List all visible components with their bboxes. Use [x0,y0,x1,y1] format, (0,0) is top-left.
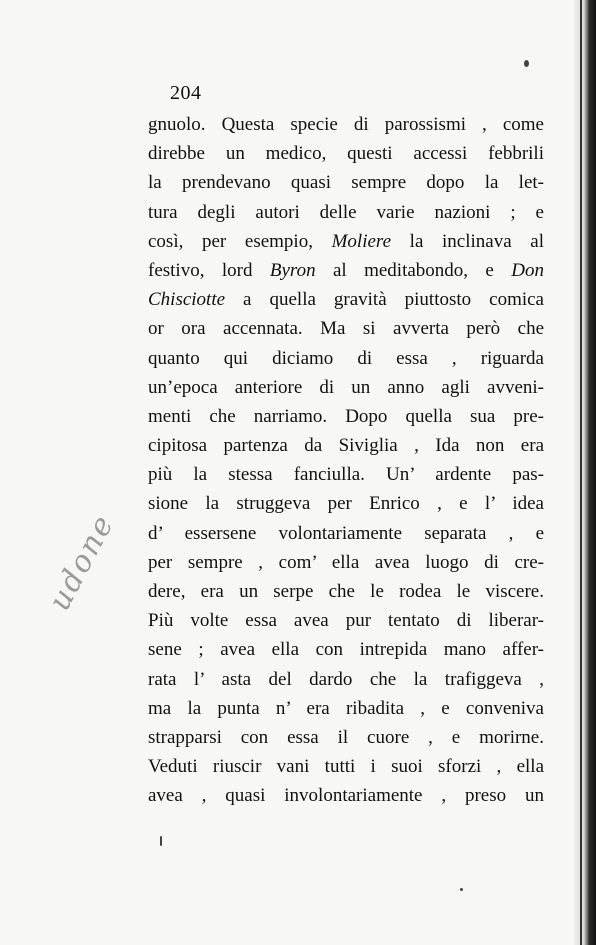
text-line: cipitosa partenza da Siviglia , Ida non era [148,435,544,457]
page-number: 204 [170,82,202,104]
ink-speck [524,60,529,67]
text-line: Più volte essa avea pur tentato di liberar- [148,610,544,632]
italic-name: Chisciotte [148,289,226,311]
italic-name: Don [511,259,544,281]
text-line: dere, era un serpe che le rodea le viscere. [148,581,544,602]
text-line: per sempre , com’ ella avea luogo di cre- [148,551,544,573]
text-line: Chisciotte a quella gravità piuttosto comica [148,289,544,311]
text-line: ma la punta n’ era ribadita , e conveniva [148,697,544,719]
page-edge-line [580,0,582,945]
text-line: direbbe un medico, questi accessi febbrili [148,143,544,165]
text-line: or ora accennata. Ma si avverta però che [148,318,544,340]
text-line: gnuolo. Questa specie di parossismi , come [148,114,544,135]
italic-name: Byron [269,259,316,281]
text-line: sene ; avea ella con intrepida mano affer- [148,639,544,661]
text-line: strapparsi con essa il cuore , e morirne. [148,726,544,748]
text-line: la prendevano quasi sempre dopo la let- [148,172,544,194]
text-line: menti che narriamo. Dopo quella sua pre- [148,405,544,427]
page-edge-shadow [574,0,596,945]
italic-name: Moliere [331,230,392,252]
text-line: d’ essersene volontariamente separata , e [148,522,544,544]
text-line: un’epoca anteriore di un anno agli avveni- [148,376,544,398]
ink-speck [460,888,463,891]
body-text [148,110,544,811]
text-line: avea , quasi involontariamente , preso un [148,785,544,807]
text-line: rata l’ asta del dardo che la trafiggeva , [148,668,544,690]
text-line: così, per esempio, Moliere la inclinava al [148,230,545,252]
text-line: più la stessa fanciulla. Un’ ardente pas- [148,464,544,486]
text-line: Veduti riuscir vani tutti i suoi sforzi , ella [148,756,544,778]
text-line: quanto qui diciamo di essa , riguarda [148,347,544,369]
handwritten-margin-note: udone [42,508,122,617]
text-line: festivo, lord Byron al meditabondo, e Don [148,259,544,281]
text-line: tura degli autori delle varie nazioni ; e [148,201,544,223]
text-line: sione la struggeva per Enrico , e l’ idea [148,493,544,515]
ink-speck [160,836,162,846]
